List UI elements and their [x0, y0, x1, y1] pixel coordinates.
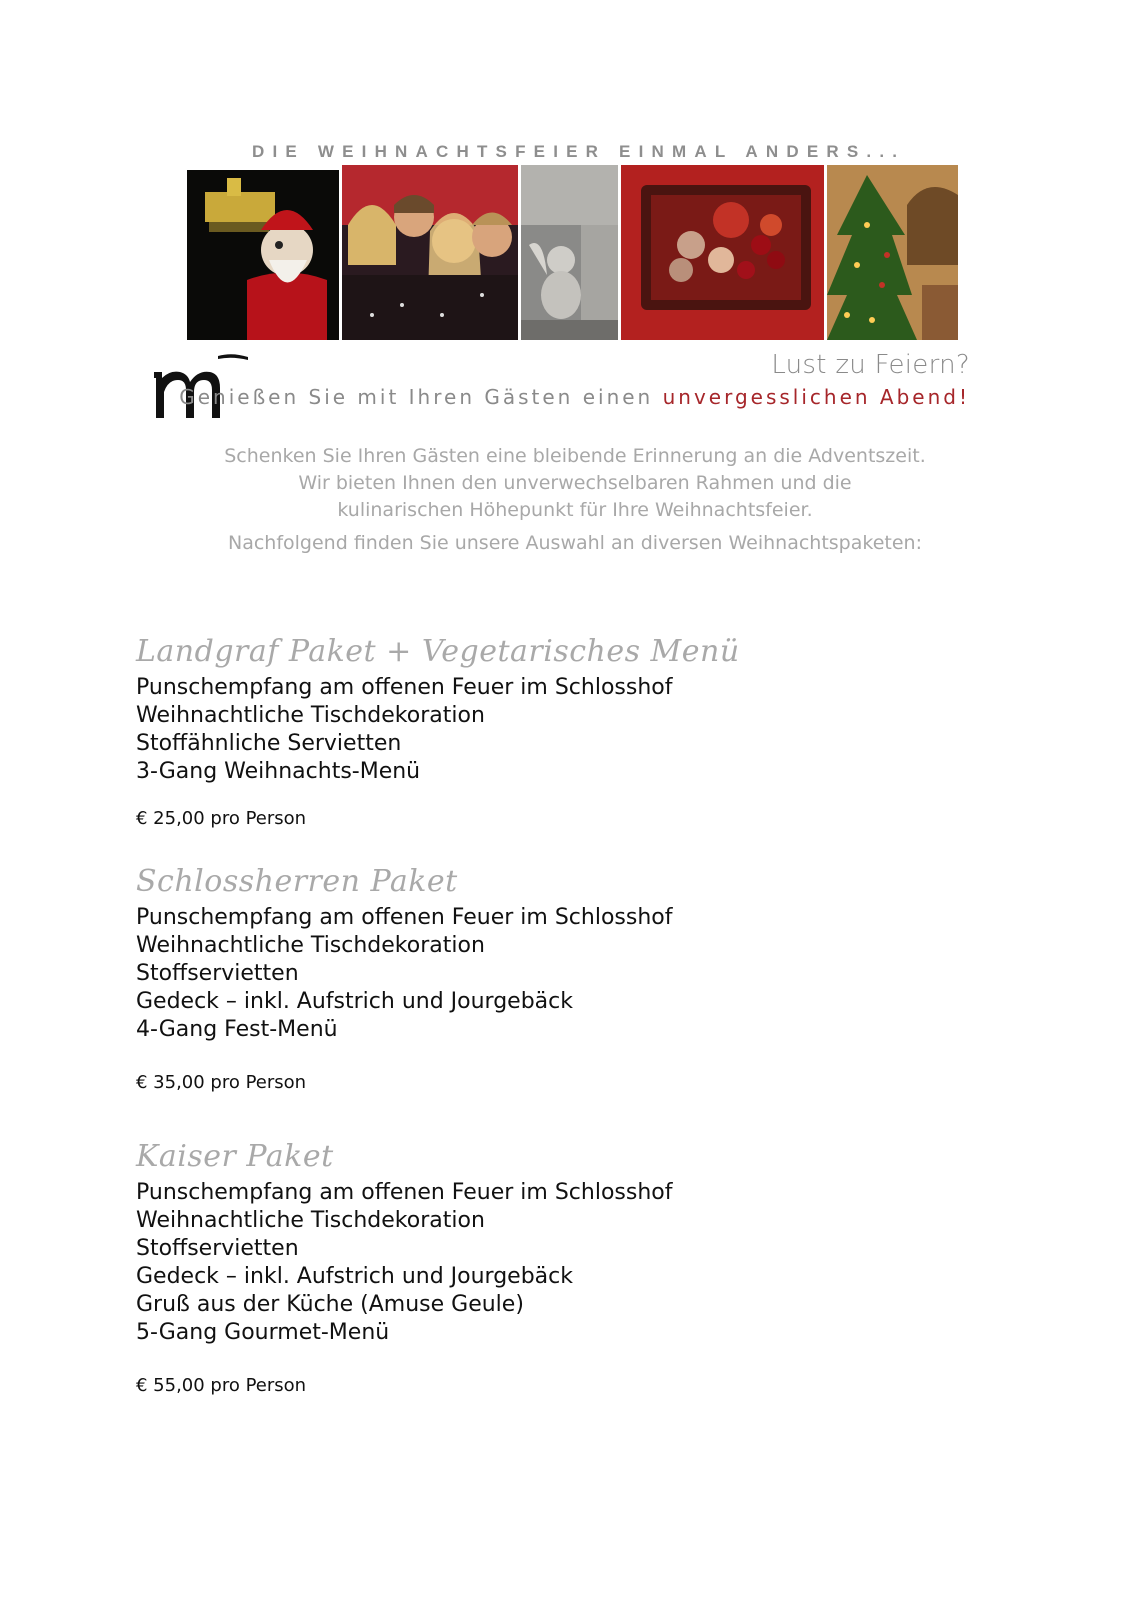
intro-text	[150, 443, 1000, 557]
package-landgraf	[136, 630, 936, 829]
package-item: Weihnachtliche Tischdekoration	[136, 703, 485, 728]
package-item: Stoffservietten	[136, 961, 299, 986]
package-item: 4-Gang Fest-Menü	[136, 1017, 338, 1042]
intro-line: kulinarischen Höhepunkt für Ihre Weihnachtsfeier.	[337, 499, 813, 521]
package-price: € 55,00 pro Person	[136, 1375, 307, 1396]
tagline-heading: Lust zu Feiern?	[771, 350, 970, 380]
package-schlossherren	[136, 860, 936, 1093]
santa-castle-photo	[187, 170, 339, 340]
package-item: 5-Gang Gourmet-Menü	[136, 1320, 390, 1345]
package-item: Punschempfang am offenen Feuer im Schlosshof	[136, 905, 673, 930]
fruit-bowl-photo	[621, 165, 824, 340]
package-item: Stoffähnliche Servietten	[136, 731, 402, 756]
package-item: 3-Gang Weihnachts-Menü	[136, 759, 421, 784]
package-kaiser	[136, 1135, 936, 1396]
package-price: € 35,00 pro Person	[136, 1072, 307, 1093]
package-item: Punschempfang am offenen Feuer im Schlosshof	[136, 1180, 673, 1205]
angel-statue-photo	[521, 165, 618, 340]
package-item: Weihnachtliche Tischdekoration	[136, 933, 485, 958]
intro-line: Schenken Sie Ihren Gästen eine bleibende Erinnerung an die Adventszeit.	[224, 445, 926, 467]
package-item: Gruß aus der Küche (Amuse Geule)	[136, 1292, 524, 1317]
package-title: Schlossherren Paket	[136, 864, 458, 899]
party-guests-photo	[342, 165, 518, 340]
package-title: Kaiser Paket	[136, 1139, 334, 1174]
package-item: Punschempfang am offenen Feuer im Schlosshof	[136, 675, 673, 700]
page-header-title: DIE WEIHNACHTSFEIER EINMAL ANDERS...	[252, 142, 906, 161]
package-item: Weihnachtliche Tischdekoration	[136, 1208, 485, 1233]
package-price: € 25,00 pro Person	[136, 808, 307, 829]
tagline-accent: unvergesslichen Abend!	[662, 385, 970, 409]
christmas-tree-photo	[827, 165, 958, 340]
package-item: Stoffservietten	[136, 1236, 299, 1261]
photo-strip	[0, 165, 1140, 340]
intro-line: Nachfolgend finden Sie unsere Auswahl an diversen Weihnachtspaketen:	[227, 532, 922, 554]
package-item-list	[136, 904, 936, 1044]
package-item-list	[136, 674, 936, 786]
tagline-prefix: Genießen Sie mit Ihren Gästen einen	[179, 385, 663, 409]
package-item: Gedeck – inkl. Aufstrich und Jourgebäck	[136, 989, 573, 1014]
package-item-list	[136, 1179, 936, 1347]
tagline-subheading	[179, 385, 970, 409]
package-item: Gedeck – inkl. Aufstrich und Jourgebäck	[136, 1264, 573, 1289]
intro-line: Wir bieten Ihnen den unverwechselbaren Rahmen und die	[298, 472, 852, 494]
package-title: Landgraf Paket + Vegetarisches Menü	[136, 634, 740, 669]
